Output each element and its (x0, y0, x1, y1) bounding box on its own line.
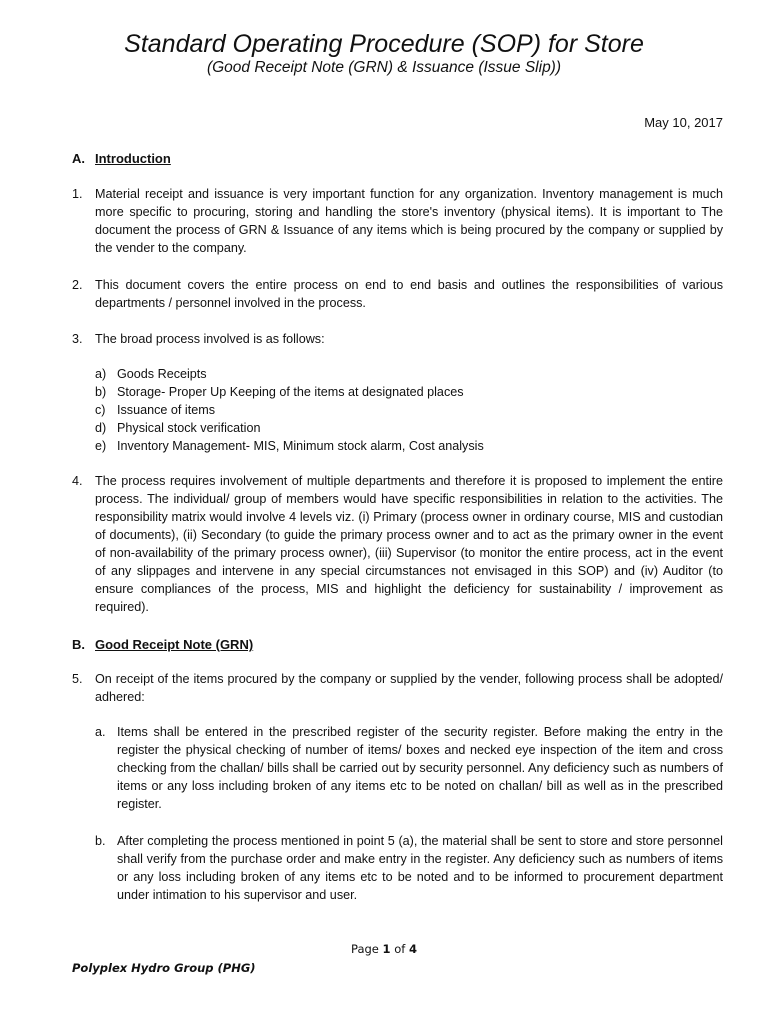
document-subtitle: (Good Receipt Note (GRN) & Issuance (Issue Slip)) (206, 59, 562, 76)
document-title: Standard Operating Procedure (SOP) for Store (124, 30, 644, 58)
list-item-text: Inventory Management- MIS, Minimum stock alarm, Cost analysis (117, 439, 484, 453)
section-heading-introduction (72, 150, 171, 168)
paragraph-number: 5. (72, 672, 83, 686)
paragraph-1 (72, 185, 723, 257)
list-item (95, 383, 723, 401)
list-item (95, 419, 723, 437)
paragraph-text: Material receipt and issuance is very important function for any organization. Inventory management is much more specific to procuring, storing and handling the store's inventory (physical items). It is important to The document the process of GRN & Issuance of any items which is being procured by the company or supplied by the vender to the company. (95, 187, 723, 255)
step-marker: b. (95, 834, 106, 848)
page-number (0, 942, 768, 956)
process-list (95, 365, 723, 455)
page-of: of (394, 942, 406, 956)
list-item (95, 365, 723, 383)
grn-step-a (95, 723, 723, 813)
list-item-text: Goods Receipts (117, 367, 207, 381)
list-marker: a) (95, 367, 107, 381)
list-marker: b) (95, 385, 107, 399)
paragraph-number: 3. (72, 332, 83, 346)
section-number: A. (72, 151, 85, 166)
paragraph-number: 1. (72, 187, 83, 201)
paragraph-text: This document covers the entire process on end to end basis and outlines the responsibilities of various departments / personnel involved in the process. (95, 278, 723, 310)
paragraph-2 (72, 276, 723, 312)
document-date: May 10, 2017 (644, 115, 723, 130)
page-total: 4 (408, 942, 417, 956)
section-title: Good Receipt Note (GRN) (95, 637, 254, 652)
section-number: B. (72, 637, 85, 652)
section-heading-grn (72, 636, 253, 654)
step-marker: a. (95, 725, 106, 739)
section-title: Introduction (95, 151, 171, 166)
page-current: 1 (382, 942, 391, 956)
list-item-text: Physical stock verification (117, 421, 261, 435)
list-item-text: Storage- Proper Up Keeping of the items at designated places (117, 385, 464, 399)
organization-name: Polyplex Hydro Group (PHG) (72, 961, 256, 975)
paragraph-number: 4. (72, 474, 83, 488)
paragraph-text: The process requires involvement of multiple departments and therefore it is proposed to implement the entire process. The individual/ group of members would have specific responsibilities in relation to the activities. The responsibility matrix would involve 4 levels viz. (i) Primary (process owner in ordinary course, MIS and custodian of documents), (ii) Secondary (to guide the primary process owner and to act as the primary owner in the event of non-availability of the primary process owner), (iii) Supervisor (to monitor the entire process, act in the event of any slippages and intervene in any special circumstances not envisaged in this SOP) and (iv) Auditor (to ensure compliances of the process, MIS and highlight the deficiency for sustainability / improvement as required). (95, 474, 723, 614)
paragraph-3 (72, 330, 723, 348)
step-text: After completing the process mentioned in point 5 (a), the material shall be sent to store and store personnel shall verify from the purchase order and make entry in the register. Any deficiency such as numbers of items or any loss including broken of any items etc to be noted and to be informed to procurement department under intimation to his supervisor and user. (117, 834, 723, 902)
list-item (95, 437, 723, 455)
grn-step-b (95, 832, 723, 904)
paragraph-4 (72, 472, 723, 616)
paragraph-number: 2. (72, 278, 83, 292)
step-text: Items shall be entered in the prescribed register of the security register. Before making the entry in the register the physical checking of number of items/ boxes and necked eye inspection of the item and cross checking from the challan/ bills shall be carried out by security personnel. Any deficiency such as numbers of items or any loss including broken of any items etc to be noted on challan/ bill as well as in the prescribed register. (117, 725, 723, 811)
paragraph-text: On receipt of the items procured by the company or supplied by the vender, following process shall be adopted/ adhered: (95, 672, 723, 704)
list-marker: c) (95, 403, 106, 417)
list-item (95, 401, 723, 419)
paragraph-5 (72, 670, 723, 706)
page-word: Page (351, 942, 379, 956)
list-item-text: Issuance of items (117, 403, 215, 417)
list-marker: e) (95, 439, 107, 453)
paragraph-text: The broad process involved is as follows: (95, 332, 325, 346)
list-marker: d) (95, 421, 107, 435)
